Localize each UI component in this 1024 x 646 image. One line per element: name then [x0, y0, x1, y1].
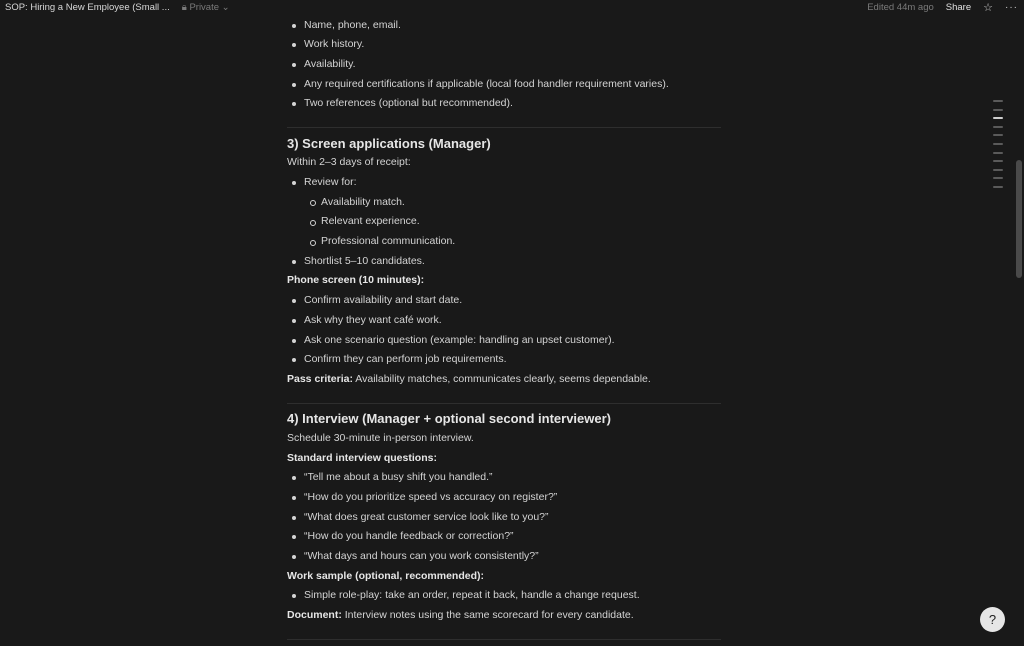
list-item: [287, 547, 721, 567]
divider: [287, 390, 721, 410]
text: Two references (optional but recommended).: [304, 97, 513, 110]
list-item: [287, 527, 721, 547]
outline-tick[interactable]: [993, 186, 1003, 188]
bold-text: Document:: [287, 609, 342, 622]
list-item: [287, 291, 721, 311]
help-icon[interactable]: ?: [980, 607, 1005, 632]
privacy-button[interactable]: [182, 2, 230, 13]
text: 3) Screen applications (Manager): [287, 135, 491, 151]
paragraph: [287, 370, 721, 390]
outline-tick[interactable]: [993, 177, 1003, 179]
text: Confirm they can perform job requirements.: [304, 353, 507, 366]
star-icon[interactable]: ☆: [983, 2, 993, 14]
text: Review for:: [304, 176, 357, 188]
outline-tick[interactable]: [993, 109, 1003, 111]
paragraph: [287, 449, 721, 469]
list-item: [287, 252, 721, 272]
paragraph: [287, 567, 721, 587]
text: Shortlist 5–10 candidates.: [304, 254, 425, 267]
scrollbar[interactable]: [1016, 160, 1022, 278]
topbar-actions: [867, 1, 1018, 14]
list-item: [287, 488, 721, 508]
list-item: [287, 193, 721, 213]
outline-tick[interactable]: [993, 134, 1003, 136]
list-item: [287, 75, 721, 95]
text: Any required certifications if applicable (local food handler requirement varies).: [304, 77, 669, 90]
outline-tick[interactable]: [993, 143, 1003, 145]
lock-icon: 🔒︎: [181, 2, 187, 13]
text: 4) Interview (Manager + optional second interviewer): [287, 411, 611, 427]
document-body: [287, 16, 721, 646]
outline-tick[interactable]: [993, 126, 1003, 128]
bold-text: Phone screen (10 minutes):: [287, 274, 425, 287]
list-item: [287, 94, 721, 114]
privacy-label: Private: [189, 2, 220, 13]
outline-tick[interactable]: [993, 117, 1003, 119]
text: “What does great customer service look like to you?”: [304, 510, 549, 523]
bold-text: Pass criteria:: [287, 372, 353, 385]
list-item: [287, 173, 721, 193]
divider: [287, 626, 721, 646]
bold-text: Work sample (optional, recommended):: [287, 569, 485, 582]
text: Interview notes using the same scorecard for every candidate.: [341, 609, 634, 622]
list-item: [287, 55, 721, 75]
list-item: [287, 232, 721, 252]
paragraph: [287, 153, 721, 173]
list-item: [287, 212, 721, 232]
text: “What days and hours can you work consistently?”: [304, 550, 539, 563]
text: Schedule 30-minute in-person interview.: [287, 431, 474, 444]
list-item: [287, 331, 721, 351]
text: Ask why they want café work.: [304, 313, 442, 326]
list-item: [287, 508, 721, 528]
text: Work history.: [304, 38, 365, 51]
text: Availability matches, communicates clearly, seems dependable.: [352, 372, 651, 385]
list-item: [287, 311, 721, 331]
paragraph: [287, 429, 721, 449]
page-title[interactable]: SOP: Hiring a New Employee (Small ...: [5, 2, 170, 13]
outline-tick[interactable]: [993, 152, 1003, 154]
paragraph: [287, 271, 721, 291]
outline-tick[interactable]: [993, 160, 1003, 162]
list-item: [287, 16, 721, 36]
text: Ask one scenario question (example: handling an upset customer).: [304, 333, 615, 346]
edited-status: Edited 44m ago: [867, 2, 934, 13]
list-item: [287, 35, 721, 55]
text: “How do you prioritize speed vs accuracy on register?”: [304, 491, 558, 503]
text: Name, phone, email.: [304, 18, 401, 31]
paragraph: [287, 606, 721, 626]
text: “Tell me about a busy shift you handled.”: [304, 471, 493, 484]
text: Relevant experience.: [321, 215, 420, 228]
section-heading: [287, 409, 721, 429]
divider: [287, 114, 721, 134]
chevron-down-icon: ⌄: [221, 2, 230, 13]
list-item: [287, 586, 721, 606]
more-icon[interactable]: ···: [1005, 2, 1018, 13]
outline-tick[interactable]: [993, 169, 1003, 171]
share-button[interactable]: Share: [945, 2, 972, 13]
text: Availability.: [304, 57, 356, 70]
text: Professional communication.: [321, 235, 456, 248]
text: Simple role-play: take an order, repeat it back, handle a change request.: [304, 589, 640, 602]
text: “How do you handle feedback or correction?”: [304, 530, 514, 543]
top-bar: [0, 0, 1024, 15]
bold-text: Standard interview questions:: [287, 451, 437, 464]
list-item: [287, 350, 721, 370]
text: Confirm availability and start date.: [304, 294, 463, 307]
section-heading: [287, 134, 721, 154]
text: Within 2–3 days of receipt:: [287, 156, 411, 169]
list-item: [287, 468, 721, 488]
outline-navigator[interactable]: [993, 100, 1003, 195]
outline-tick[interactable]: [993, 100, 1003, 102]
text: Availability match.: [321, 195, 405, 208]
